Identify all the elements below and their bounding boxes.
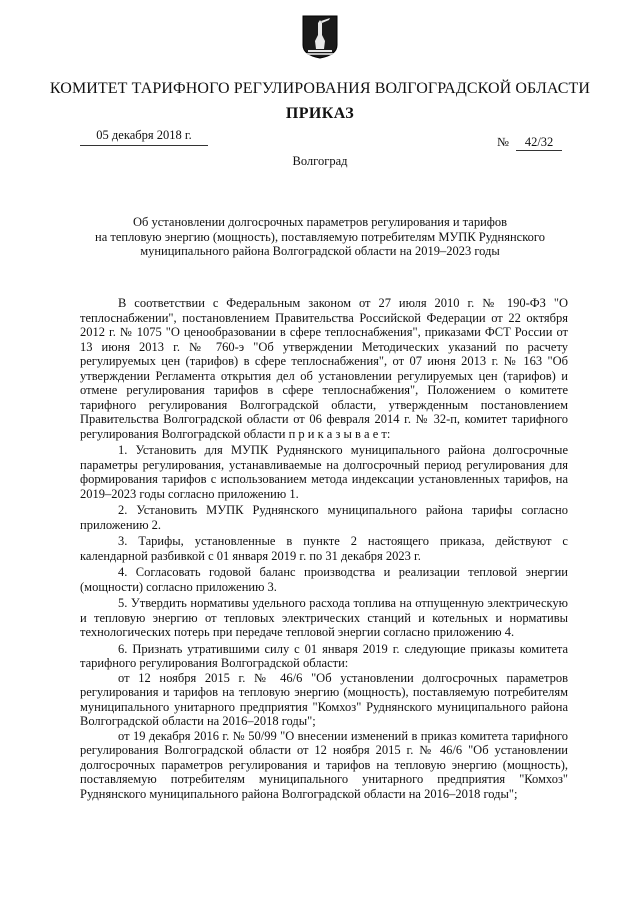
clause-2: 2. Установить МУПК Руднянского муниципального района тарифы согласно приложению 2. (80, 503, 568, 532)
clause-6-item-a: от 12 ноября 2015 г. № 46/6 "Об установлении долгосрочных параметров регулирования и тарифов на тепловую энергию (мощность), поставляемую потребителям муниципального унитарного предприятия "Комхоз" Руднянского муниципального района Волгоградской области на 2016–2018 годы"; (80, 670, 568, 728)
clause-4: 4. Согласовать годовой баланс производства и реализации тепловой энергии (мощности) согласно приложению 3. (80, 565, 568, 594)
clause-6-item-b: от 19 декабря 2016 г. № 50/99 "О внесении изменений в приказ комитета тарифного регулирования Волгоградской области от 12 ноября 2015 г. № 46/6 "Об установлении долгосрочных параметров регулирования и тарифов на тепловую энергию (мощность), поставляемую потребителям муниципального унитарного предприятия "Комхоз" Руднянского муниципального района Волгоградской области на 2016–2018 годы"; (80, 728, 568, 801)
clause-3: 3. Тарифы, установленные в пункте 2 настоящего приказа, действуют с календарной разбивкой с 01 января 2019 г. по 31 декабря 2023 г. (80, 534, 568, 563)
title-line-2: на тепловую энергию (мощность), поставляемую потребителям МУПК Руднянского (95, 229, 545, 244)
order-number: 42/32 (516, 135, 562, 151)
clause-5: 5. Утвердить нормативы удельного расхода топлива на отпущенную электрическую и тепловую энергию от тепловых электрических станций и котельных и нормативы технологических потерь при передаче тепловой энергии согласно приложению 4. (80, 596, 568, 639)
order-number-block (497, 135, 562, 151)
emblem-shield-icon (302, 15, 338, 59)
preamble-paragraph: В соответствии с Федеральным законом от 27 июля 2010 г. № 190-ФЗ "О теплоснабжении", постановлением Правительства Российской Федерации от 22 октября 2012 г. № 1075 "О ценообразовании в сфере теплоснабжения", приказами ФСТ России от 13 июня 2013 г. № 760-э "Об утверждении Методических указаний по расчету регулируемых цен (тарифов) в сфере теплоснабжения", от 07 июня 2013 г. № 163 "Об утверждении Регламента открытия дел об установлении регулируемых цен (тарифов) и отмене регулирования тарифов в сфере теплоснабжения", Положением о комитете тарифного регулирования Волгоградской области, утвержденным постановлением Правительства Волгоградской области от 06 февраля 2014 г. № 32-п, комитет тарифного регулирования Волгоградской области п р и к а з ы в а е т: (80, 296, 568, 441)
title-line-1: Об установлении долгосрочных параметров регулирования и тарифов (132, 215, 508, 229)
clause-6: 6. Признать утратившими силу с 01 января 2019 г. следующие приказы комитета тарифного регулирования Волгоградской области: (80, 641, 568, 670)
order-date: 05 декабря 2018 г. (80, 128, 208, 146)
title-line-3: муниципального района Волгоградской области на 2019–2023 годы (140, 244, 500, 258)
coat-of-arms-emblem (302, 15, 338, 59)
number-sign: № (497, 135, 509, 149)
committee-name: КОМИТЕТ ТАРИФНОГО РЕГУЛИРОВАНИЯ ВОЛГОГРАДСКОЙ ОБЛАСТИ (49, 80, 591, 97)
city: Волгоград (292, 154, 348, 168)
order-title (80, 215, 560, 259)
order-body (80, 296, 568, 801)
document-type: ПРИКАЗ (285, 105, 355, 122)
clause-1: 1. Установить для МУПК Руднянского муниципального района долгосрочные параметры регулирования, устанавливаемые на долгосрочный период регулирования для формирования тарифов с использованием метода индексации установленных тарифов, на 2019–2023 годы согласно приложению 1. (80, 443, 568, 501)
